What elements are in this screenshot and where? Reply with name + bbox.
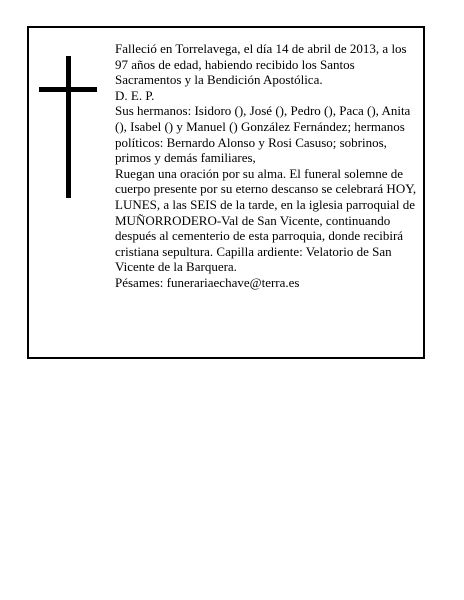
family-members: Sus hermanos: Isidoro (), José (), Pedro (), Paca (), Anita (), Isabel () y Manuel () González Fernández; hermanos políticos: Bernardo Alonso y Rosi Casuso; sobrinos, primos y demás familiares, bbox=[115, 103, 411, 166]
cross-horizontal-bar bbox=[39, 87, 97, 92]
rest-in-peace: D. E. P. bbox=[115, 87, 155, 103]
death-announcement: Falleció en Torrelavega, el día 14 de abril de 2013, a los 97 años de edad, habiendo recibido los Santos Sacramentos y la Bendición Apostólica. bbox=[115, 41, 407, 88]
cross-icon bbox=[39, 56, 97, 198]
funeral-details: Ruegan una oración por su alma. El funeral solemne de cuerpo presente por su eterno descanso se celebrará HOY, LUNES, a las SEIS de la tarde, en la iglesia parroquial de MUÑORRODERO-Val de San Vicente, continuando después al cementerio de esta parroquia, donde recibirá cristiana sepultura. Capilla ardiente: Velatorio de San Vicente de la Barquera. bbox=[115, 165, 417, 275]
cross-vertical-bar bbox=[66, 56, 71, 198]
condolences-contact: Pésames: funerariaechave@terra.es bbox=[115, 274, 300, 290]
obituary-notice bbox=[27, 26, 425, 359]
notice-text bbox=[115, 41, 420, 291]
